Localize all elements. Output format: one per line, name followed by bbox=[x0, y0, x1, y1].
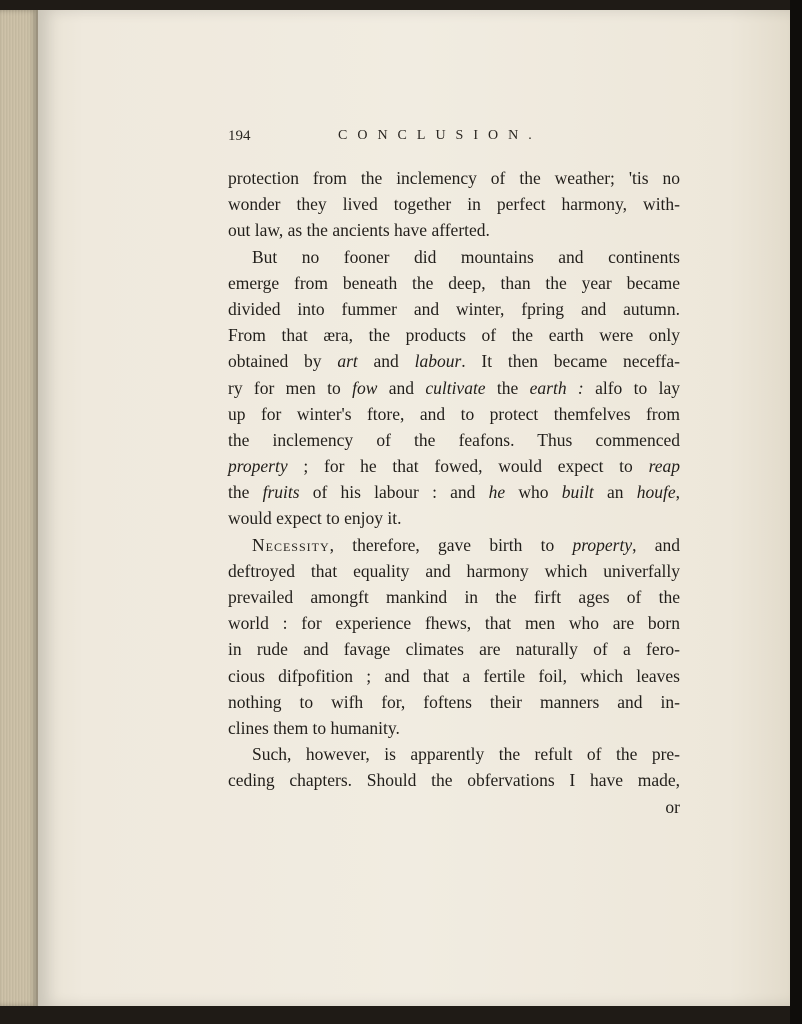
text-line bbox=[228, 348, 680, 374]
binding-shadow bbox=[790, 0, 802, 1024]
text-span: , bbox=[675, 482, 680, 503]
text-span: Necessity bbox=[252, 534, 330, 555]
text-span: built bbox=[561, 482, 594, 503]
text-span: alfo to lay bbox=[583, 377, 680, 398]
text-span: of his labour : and bbox=[299, 482, 489, 503]
text-line bbox=[228, 532, 680, 558]
text-line: ceding chapters. Should the obfervations I have made, bbox=[228, 770, 680, 791]
text-line: would expect to enjoy it. bbox=[228, 508, 402, 529]
text-span: . It then became neceffa- bbox=[461, 351, 680, 372]
text-line: world : for experience fhews, that men who are born bbox=[228, 613, 680, 634]
text-line: divided into fummer and winter, fpring and autumn. bbox=[228, 298, 680, 319]
text-span: , therefore, gave birth to bbox=[329, 534, 573, 555]
text-line: prevailed amongft mankind in the firft ages of the bbox=[228, 587, 680, 607]
text-line: From that æra, the products of the earth were only bbox=[228, 325, 680, 346]
text-line: emerge from beneath the deep, than the year became bbox=[228, 272, 680, 293]
text-line bbox=[228, 479, 680, 505]
text-span: houfe bbox=[636, 482, 676, 503]
text-span: cultivate bbox=[425, 377, 486, 398]
text-span: art bbox=[337, 351, 358, 372]
text-line: up for winter's ftore, and to protect themfelves from bbox=[228, 403, 680, 424]
text-line: But no fooner did mountains and continents bbox=[252, 246, 680, 267]
text-line: cious difpofition ; and that a fertile foil, which leaves bbox=[228, 665, 680, 686]
running-head bbox=[228, 128, 680, 150]
text-line: the inclemency of the feafons. Thus commenced bbox=[228, 429, 680, 450]
text-span: labour bbox=[414, 351, 462, 372]
text-line: protection from the inclemency of the weather; 'tis no bbox=[228, 168, 680, 188]
chapter-title: CONCLUSION. bbox=[338, 128, 542, 143]
text-span: and bbox=[377, 377, 426, 398]
text-span: property bbox=[572, 534, 633, 555]
text-line bbox=[228, 453, 680, 479]
text-line: wonder they lived together in perfect harmony, with- bbox=[228, 194, 680, 215]
text-span: the bbox=[228, 482, 263, 503]
page-number: 194 bbox=[228, 128, 251, 144]
text-line: out law, as the ancients have afferted. bbox=[228, 220, 490, 241]
text-span: property bbox=[228, 456, 288, 477]
text-line: in rude and favage climates are naturally of a fero- bbox=[228, 639, 680, 660]
text-line bbox=[228, 375, 680, 401]
text-span: ; for he that fowed, would expect to bbox=[287, 456, 649, 477]
text-span: ry for men to bbox=[228, 377, 353, 398]
text-line: or bbox=[665, 796, 680, 817]
text-span: an bbox=[593, 482, 637, 503]
text-span: who bbox=[505, 482, 562, 503]
text-line: nothing to wifh for, foftens their manners and in- bbox=[228, 691, 680, 712]
text-span: , and bbox=[632, 534, 680, 555]
text-span: obtained by bbox=[228, 351, 338, 372]
text-line: deftroyed that equality and harmony which univerfally bbox=[228, 560, 680, 581]
text-span: earth : bbox=[529, 377, 584, 398]
text-line: clines them to humanity. bbox=[228, 717, 400, 738]
page-block-edge bbox=[0, 10, 38, 1006]
text-span: he bbox=[488, 482, 506, 503]
text-line: Such, however, is apparently the refult of the pre- bbox=[252, 744, 680, 765]
text-span: reap bbox=[648, 456, 680, 477]
text-span: fruits bbox=[262, 482, 300, 503]
body-text bbox=[228, 165, 680, 820]
text-span: and bbox=[357, 351, 415, 372]
text-span: fow bbox=[352, 377, 378, 398]
text-span: the bbox=[485, 377, 530, 398]
